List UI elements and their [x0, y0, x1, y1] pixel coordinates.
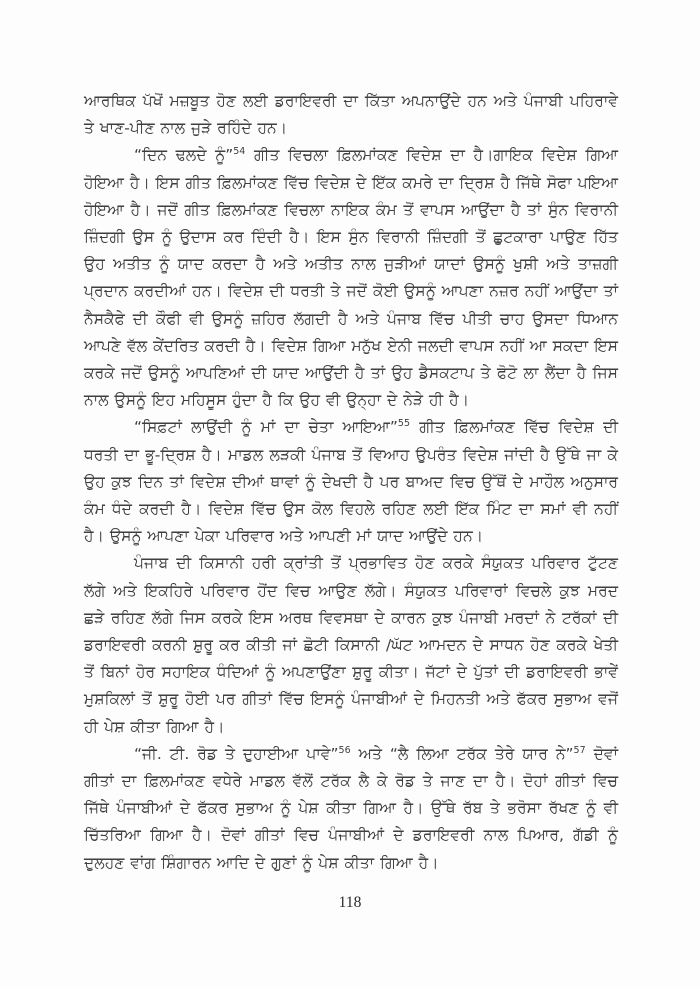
footnote-ref-56: 56 — [338, 744, 351, 756]
paragraph-text: ਗੀਤ ਵਿਚਲਾ ਫ਼ਿਲਮਾਂਕਣ ਵਿਦੇਸ਼ ਦਾ ਹੈ।ਗਾਇਕ ਵਿਦੇਸ਼ ਗਿਆ ਹੋਇਆ ਹੈ। ਇਸ ਗੀਤ ਫ਼ਿਲਮਾਂਕਣ ਵਿੱਚ ਵਿਦੇਸ਼ ਦੇ ਇੱਕ ਕਮਰੇ ਦਾ ਦ੍ਰਿਸ਼ ਹੈ ਜਿੱਥੇ ਸੋਫਾ ਪਇਆ ਹੋਇਆ ਹੈ। ਜਦੋਂ ਗੀਤ ਫ਼ਿਲਮਾਂਕਣ ਵਿਚਲਾ ਨਾਇਕ ਕੰਮ ਤੋਂ ਵਾਪਸ ਆਉਂਦਾ ਹੈ ਤਾਂ ਸੁੰਨ ਵਿਰਾਨੀ ਜ਼ਿੰਦਗੀ ਉਸ ਨੂੰ ਉਦਾਸ ਕਰ ਦਿੰਦੀ ਹੈ। ਇਸ ਸੁੰਨ ਵਿਰਾਨੀ ਜ਼ਿੰਦਗੀ ਤੋਂ ਛੁਟਕਾਰਾ ਪਾਉਣ ਹਿੱਤ ਉਹ ਅਤੀਤ ਨੂੰ ਯਾਦ ਕਰਦਾ ਹੈ ਅਤੇ ਅਤੀਤ ਨਾਲ ਜੁੜੀਆਂ ਯਾਦਾਂ ਉਸਨੂੰ ਖੁਸ਼ੀ ਅਤੇ ਤਾਜ਼ਗੀ ਪ੍ਰਦਾਨ ਕਰਦੀਆਂ ਹਨ। ਵਿਦੇਸ਼ ਦੀ ਧਰਤੀ ਤੇ ਜਦੋਂ ਕੋਈ ਉਸਨੂੰ ਆਪਣਾ ਨਜ਼ਰ ਨਹੀਂ ਆਉਂਦਾ ਤਾਂ ਨੈਸਕੈਫੇ ਦੀ ਕੌਫੀ ਵੀ ਉਸਨੂੰ ਜ਼ਹਿਰ ਲੱਗਦੀ ਹੈ ਅਤੇ ਪੰਜਾਬ ਵਿੱਚ ਪੀਤੀ ਚਾਹ ਉਸਦਾ ਧਿਆਨ ਆਪਣੇ ਵੱਲ ਕੇਂਦਰਿਤ ਕਰਦੀ ਹੈ। ਵਿਦੇਸ਼ ਗਿਆ ਮਨੁੱਖ ਏਨੀ ਜਲਦੀ ਵਾਪਸ ਨਹੀਂ ਆ ਸਕਦਾ ਇਸ ਕਰਕੇ ਜਦੋਂ ਉਸਨੂੰ ਆਪਣਿਆਂ ਦੀ ਯਾਦ ਆਉਂਦੀ ਹੈ ਤਾਂ ਉਹ ਡੈਸਕਟਾਪ ਤੇ ਫੋਟੋ ਲਾ ਲੈਂਦਾ ਹੈ ਜਿਸ ਨਾਲ ਉਸਨੂੰ ਇਹ ਮਹਿਸੂਸ ਹੁੰਦਾ ਹੈ ਕਿ ਉਹ ਵੀ ਉਨ੍ਹਾ ਦੇ ਨੇੜੇ ਹੀ ਹੈ। — [84, 146, 618, 410]
song-title-quote: “ਜੀ. ਟੀ. ਰੋਡ ਤੇ ਦੁਹਾਈਆ ਪਾਵੇ” — [134, 744, 339, 763]
paragraph-text: ਦੋਵਾਂ ਗੀਤਾਂ ਦਾ ਫ਼ਿਲਮਾਂਕਣ ਵਧੇਰੇ ਮਾਡਲ ਵੱਲੋਂ ਟਰੱਕ ਲੈ ਕੇ ਰੋਡ ਤੇ ਜਾਣ ਦਾ ਹੈ। ਦੋਹਾਂ ਗੀਤਾਂ ਵਿਚ ਜਿੱਥੇ ਪੰਜਾਬੀਆਂ ਦੇ ਫੱਕਰ ਸੁਭਾਅ ਨੂੰ ਪੇਸ਼ ਕੀਤਾ ਗਿਆ ਹੈ। ਉੱਥੇ ਰੱਬ ਤੇ ਭਰੋਸਾ ਰੱਖਣ ਨੂੰ ਵੀ ਚਿੱਤਰਿਆ ਗਿਆ ਹੈ। ਦੋਵਾਂ ਗੀਤਾਂ ਵਿਚ ਪੰਜਾਬੀਆਂ ਦੇ ਡਰਾਇਵਰੀ ਨਾਲ ਪਿਆਰ, ਗੱਡੀ ਨੂੰ ਦੁਲਹਣ ਵਾਂਗ ਸ਼ਿੰਗਾਰਨ ਆਦਿ ਦੇ ਗੁਣਾਂ ਨੂੰ ਪੇਸ਼ ਕੀਤਾ ਗਿਆ ਹੈ। — [84, 744, 618, 872]
paragraph-2 — [84, 142, 618, 414]
song-title-quote: “ਸਿਫ਼ਟਾਂ ਲਾਉਂਦੀ ਨੂੰ ਮਾਂ ਦਾ ਚੇਤਾ ਆਇਆ” — [134, 418, 398, 437]
paragraph-1 — [84, 88, 618, 142]
footnote-ref-54: 54 — [233, 146, 246, 158]
paragraph-text: ਅਤੇ “ਲੈ ਲਿਆ ਟਰੱਕ ਤੇਰੇ ਯਾਰ ਨੇ” — [350, 744, 574, 763]
footnote-ref-55: 55 — [397, 418, 411, 430]
footnote-ref-57: 57 — [573, 744, 586, 756]
paragraph-text: ਆਰਥਿਕ ਪੱਖੋਂ ਮਜ਼ਬੂਤ ਹੋਣ ਲਈ ਡਰਾਇਵਰੀ ਦਾ ਕਿੱਤਾ ਅਪਨਾਉਂਦੇ ਹਨ ਅਤੇ ਪੰਜਾਬੀ ਪਹਿਰਾਵੇ ਤੇ ਖਾਣ-ਪੀਣ ਨਾਲ ਜੁੜੇ ਰਹਿੰਦੇ ਹਨ। — [84, 92, 618, 138]
page-number: 118 — [338, 894, 362, 911]
paragraph-5 — [84, 741, 618, 877]
paragraph-4 — [84, 550, 618, 740]
paragraph-3 — [84, 414, 618, 550]
song-title-quote: “ਦਿਨ ਢਲਦੇ ਨੂੰ” — [134, 146, 234, 165]
paragraph-text: ਪੰਜਾਬ ਦੀ ਕਿਸਾਨੀ ਹਰੀ ਕ੍ਰਾਂਤੀ ਤੋਂ ਪ੍ਰਭਾਵਿਤ ਹੋਣ ਕਰਕੇ ਸੰਯੁਕਤ ਪਰਿਵਾਰ ਟੁੱਟਣ ਲੱਗੇ ਅਤੇ ਇਕਹਿਰੇ ਪਰਿਵਾਰ ਹੋਂਦ ਵਿਚ ਆਉਣ ਲੱਗੇ। ਸੰਯੁਕਤ ਪਰਿਵਾਰਾਂ ਵਿਚਲੇ ਕੁਝ ਮਰਦ ਛੜੇ ਰਹਿਣ ਲੱਗੇ ਜਿਸ ਕਰਕੇ ਇਸ ਅਰਥ ਵਿਵਸਥਾ ਦੇ ਕਾਰਨ ਕੁਝ ਪੰਜਾਬੀ ਮਰਦਾਂ ਨੇ ਟਰੱਕਾਂ ਦੀ ਡਰਾਇਵਰੀ ਕਰਨੀ ਸ਼ੁਰੂ ਕਰ ਕੀਤੀ ਜਾਂ ਛੋਟੀ ਕਿਸਾਨੀ /ਘੱਟ ਆਮਦਨ ਦੇ ਸਾਧਨ ਹੋਣ ਕਰਕੇ ਖੇਤੀ ਤੋਂ ਬਿਨਾਂ ਹੋਰ ਸਹਾਇਕ ਧੰਦਿਆਂ ਨੂੰ ਅਪਣਾਉਂਣਾ ਸ਼ੁਰੂ ਕੀਤਾ। ਜੱਟਾਂ ਦੇ ਪੁੱਤਾਂ ਦੀ ਡਰਾਇਵਰੀ ਭਾਵੇਂ ਮੁਸ਼ਕਿਲਾਂ ਤੋਂ ਸ਼ੁਰੂ ਹੋਈ ਪਰ ਗੀਤਾਂ ਵਿੱਚ ਇਸਨੂੰ ਪੰਜਾਬੀਆਂ ਦੇ ਮਿਹਨਤੀ ਅਤੇ ਫੱਕਰ ਸੁਭਾਅ ਵਜੋਂ ਹੀ ਪੇਸ਼ ਕੀਤਾ ਗਿਆ ਹੈ। — [84, 554, 618, 736]
paragraph-text: ਗੀਤ ਫ਼ਿਲਮਾਂਕਣ ਵਿੱਚ ਵਿਦੇਸ਼ ਦੀ ਧਰਤੀ ਦਾ ਭੂ-ਦ੍ਰਿਸ਼ ਹੈ। ਮਾਡਲ ਲੜਕੀ ਪੰਜਾਬ ਤੋਂ ਵਿਆਹ ਉਪਰੰਤ ਵਿਦੇਸ਼ ਜਾਂਦੀ ਹੈ ਉੱਥੇ ਜਾ ਕੇ ਉਹ ਕੁਝ ਦਿਨ ਤਾਂ ਵਿਦੇਸ਼ ਦੀਆਂ ਥਾਵਾਂ ਨੂੰ ਦੇਖਦੀ ਹੈ ਪਰ ਬਾਅਦ ਵਿਚ ਉੱਥੋਂ ਦੇ ਮਾਹੌਲ ਅਨੁਸਾਰ ਕੰਮ ਧੰਦੇ ਕਰਦੀ ਹੈ। ਵਿਦੇਸ਼ ਵਿੱਚ ਉਸ ਕੋਲ ਵਿਹਲੇ ਰਹਿਣ ਲਈ ਇੱਕ ਮਿੰਟ ਦਾ ਸਮਾਂ ਵੀ ਨਹੀਂ ਹੈ। ਉਸਨੂੰ ਆਪਣਾ ਪੇਕਾ ਪਰਿਵਾਰ ਅਤੇ ਆਪਣੀ ਮਾਂ ਯਾਦ ਆਉਂਦੇ ਹਨ। — [84, 418, 618, 546]
body-text — [84, 88, 618, 877]
